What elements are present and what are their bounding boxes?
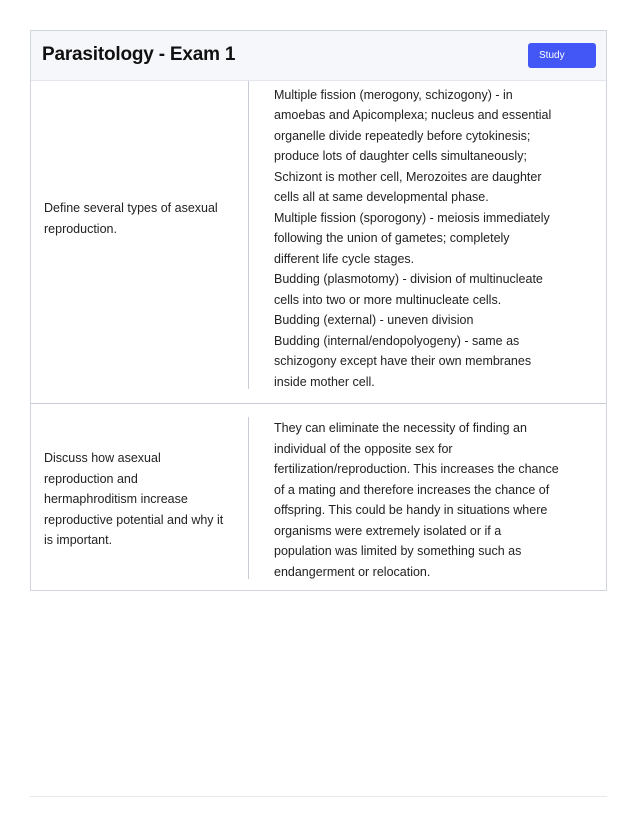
card-row — [31, 404, 606, 591]
definition-line: Budding (internal/endopolyogeny) - same as — [274, 333, 520, 348]
definition-line: of a mating and therefore increases the chance of — [274, 482, 550, 497]
column-divider — [248, 417, 249, 579]
definition-line: organisms were extremely isolated or if a — [274, 523, 502, 538]
definition-line: produce lots of daughter cells simultaneously; — [274, 149, 527, 163]
card-term: Discuss how asexual reproduction and hermaphroditism increase reproductive potential and why it is important. — [44, 451, 224, 547]
definition-line: They can eliminate the necessity of finding an — [274, 421, 527, 435]
definition-line: Schizont is mother cell, Merozoites are daughter — [274, 169, 542, 184]
definition-line: individual of the opposite sex for — [274, 441, 453, 456]
set-header — [31, 31, 606, 81]
set-title: Parasitology - Exam 1 — [42, 44, 236, 65]
definition-line: population was limited by something such as — [274, 544, 522, 558]
definition-line: cells all at same developmental phase. — [274, 190, 489, 204]
definition-line: endangerment or relocation. — [274, 564, 431, 579]
definition-line: amoebas and Apicomplexa; nucleus and essential — [274, 108, 552, 122]
card-term: Define several types of asexual reproduction. — [44, 201, 218, 236]
definition-line: Budding (plasmotomy) - division of multinucleate — [274, 272, 543, 286]
definition-line: following the union of gametes; completely — [274, 231, 510, 245]
definition-line: inside mother cell. — [274, 374, 375, 389]
definition-line: organelle divide repeatedly before cytokinesis; — [274, 128, 531, 143]
definition-line: offspring. This could be handy in situations where — [274, 503, 548, 517]
card-definition — [274, 64, 574, 392]
definition-line: Multiple fission (merogony, schizogony) - in — [274, 87, 513, 102]
study-button[interactable]: Study — [528, 43, 596, 68]
card-row — [31, 31, 606, 404]
flashcard-table — [30, 30, 607, 591]
page-footer-divider — [30, 796, 607, 797]
definition-line: fertilization/reproduction. This increases the chance — [274, 462, 559, 476]
definition-line: schizogony except have their own membranes — [274, 354, 532, 368]
card-definition — [274, 418, 574, 582]
definition-line: different life cycle stages. — [274, 251, 415, 266]
column-divider — [248, 81, 249, 389]
definition-line: Budding (external) - uneven division — [274, 313, 474, 327]
definition-line: cells into two or more multinucleate cells. — [274, 292, 502, 307]
definition-line: Multiple fission (sporogony) - meiosis immediately — [274, 210, 550, 225]
